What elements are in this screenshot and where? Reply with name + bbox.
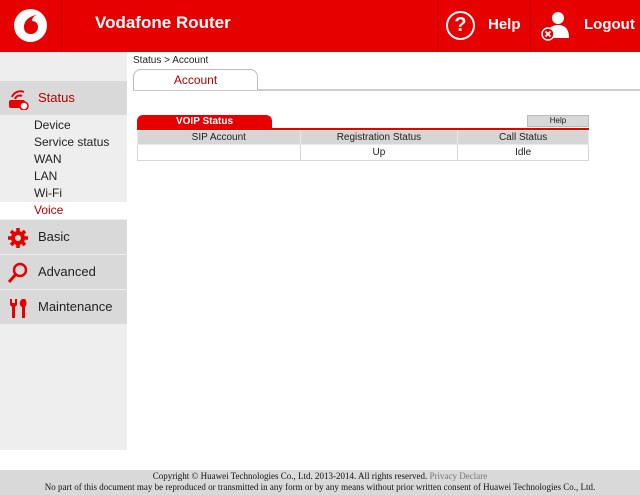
breadcrumb: Status > Account <box>133 55 209 66</box>
vodafone-logo-icon <box>14 9 47 42</box>
table-header-row <box>138 131 589 145</box>
help-label: Help <box>488 16 521 33</box>
nav-item-device[interactable]: Device <box>34 118 71 132</box>
user-logout-icon <box>541 10 571 42</box>
router-title: Vodafone Router <box>95 13 231 32</box>
nav-item-voice[interactable]: Voice <box>0 202 127 219</box>
logout-button[interactable] <box>531 0 640 52</box>
table-row <box>138 145 589 161</box>
cell-sip-account <box>138 145 301 161</box>
column-header-registration-status: Registration Status <box>300 131 458 145</box>
nav-advanced-label: Advanced <box>38 264 96 279</box>
footer-notice: No part of this document may be reproduced or transmitted in any form or by any means without prior written consent of Huawei Technologies Co., Ltd. <box>44 482 596 492</box>
nav-item-service-status[interactable]: Service status <box>34 135 110 149</box>
footer <box>0 470 640 495</box>
sidebar <box>0 52 127 450</box>
nav-item-lan[interactable]: LAN <box>34 169 58 183</box>
nav-maintenance[interactable] <box>0 290 127 324</box>
nav-advanced[interactable] <box>0 255 127 289</box>
copyright-text: Copyright © Huawei Technologies Co., Ltd. 2013-2014. All rights reserved. <box>152 471 428 481</box>
nav-item-wifi[interactable]: Wi-Fi <box>34 186 62 200</box>
panel-help-button[interactable]: Help <box>527 115 589 127</box>
nav-basic[interactable] <box>0 220 127 254</box>
column-header-sip-account: SIP Account <box>138 131 301 145</box>
help-button[interactable] <box>438 0 530 52</box>
tools-icon <box>7 297 29 319</box>
footer-copyright-line <box>0 471 640 482</box>
nav-maintenance-label: Maintenance <box>38 299 113 314</box>
cell-registration-status: Up <box>300 145 458 161</box>
nav-basic-label: Basic <box>38 229 70 244</box>
search-icon <box>7 262 29 284</box>
logout-label: Logout <box>584 16 635 33</box>
wifi-router-icon <box>7 88 29 110</box>
top-bar <box>0 0 640 52</box>
tab-account[interactable]: Account <box>133 69 258 90</box>
panel-title: VOIP Status <box>137 115 272 129</box>
cell-call-status: Idle <box>458 145 589 161</box>
vodafone-logo[interactable] <box>0 0 62 52</box>
voip-status-table <box>137 130 589 161</box>
nav-status[interactable] <box>0 81 127 115</box>
question-mark-icon: ? <box>446 11 475 40</box>
column-header-call-status: Call Status <box>458 131 589 145</box>
nav-status-label: Status <box>38 90 75 105</box>
gear-icon <box>7 227 29 249</box>
nav-item-wan[interactable]: WAN <box>34 152 62 166</box>
privacy-declare-link[interactable]: Privacy Declare <box>429 471 488 481</box>
